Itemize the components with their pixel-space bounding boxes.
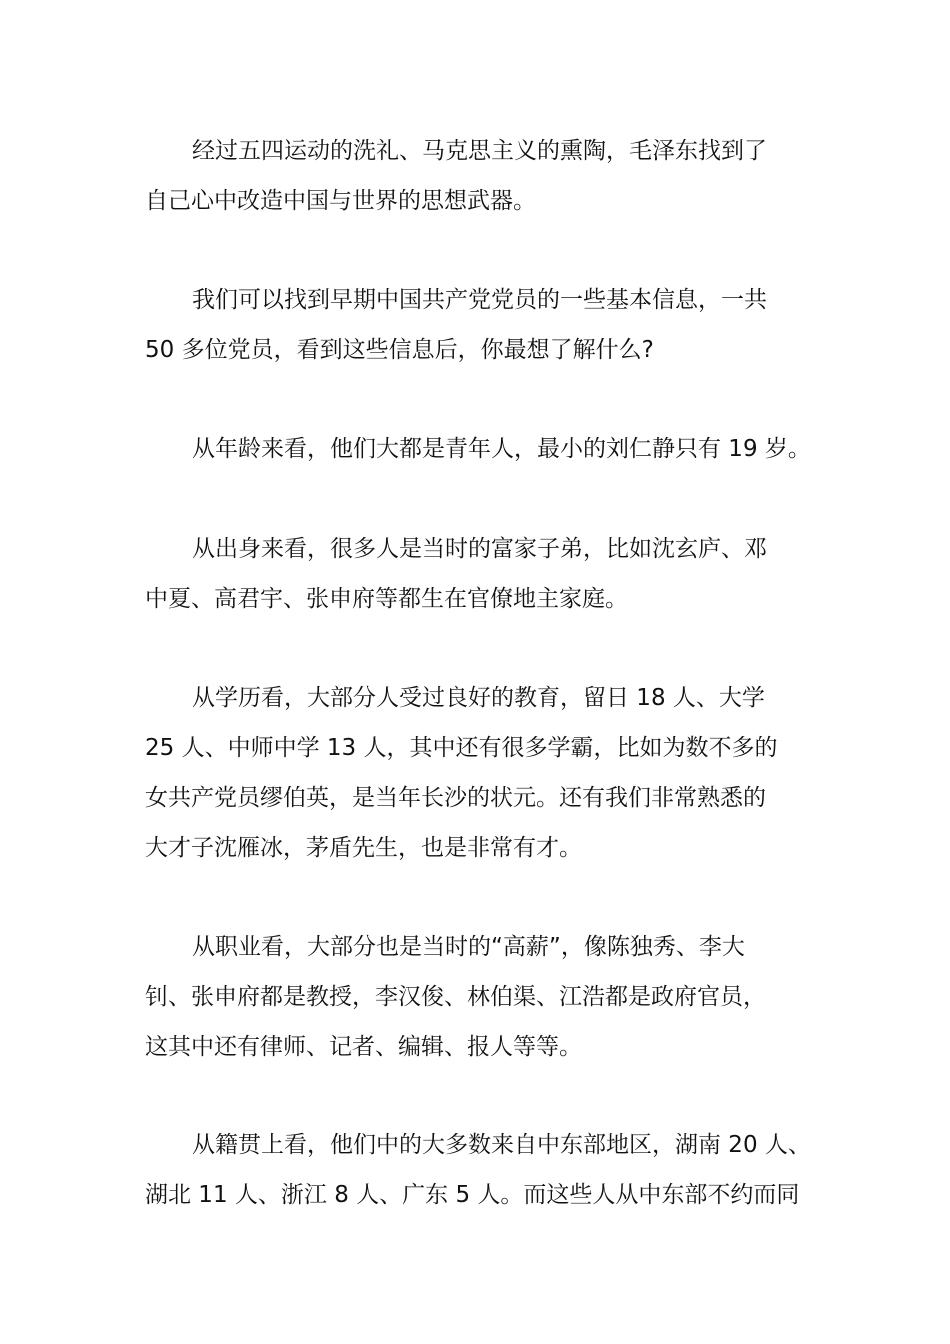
paragraph-line: 从职业看，大部分也是当时的“高薪”，像陈独秀、李大: [192, 934, 745, 960]
paragraph-4: [145, 524, 810, 624]
paragraph-line: 从籍贯上看，他们中的大多数来自中东部地区，湖南 20 人、: [192, 1132, 811, 1158]
paragraph-line: 从年龄来看，他们大都是青年人，最小的刘仁静只有 19 岁。: [192, 436, 811, 462]
paragraph-6: [145, 922, 810, 1072]
paragraph-line: 25 人、中师中学 13 人，其中还有很多学霸，比如为数不多的: [145, 735, 778, 761]
paragraph-2: [145, 275, 810, 375]
paragraph-line: 大才子沈雁冰，茅盾先生，也是非常有才。: [145, 835, 582, 861]
paragraph-line: 湖北 11 人、浙江 8 人、广东 5 人。而这些人从中东部不约而同: [145, 1182, 800, 1208]
paragraph-line: 我们可以找到早期中国共产党党员的一些基本信息，一共: [192, 287, 767, 313]
paragraph-line: 经过五四运动的洗礼、马克思主义的熏陶，毛泽东找到了: [192, 138, 767, 164]
paragraph-line: 女共产党员缪伯英，是当年长沙的状元。还有我们非常熟悉的: [145, 785, 766, 811]
paragraph-line: 钊、张申府都是教授，李汉俊、林伯渠、江浩都是政府官员，: [145, 984, 766, 1010]
paragraph-line: 从学历看，大部分人受过良好的教育，留日 18 人、大学: [192, 685, 765, 711]
paragraph-7: [145, 1120, 810, 1220]
paragraph-3: [145, 424, 810, 474]
paragraph-line: 自己心中改造中国与世界的思想武器。: [145, 188, 536, 214]
paragraph-5: [145, 673, 810, 873]
paragraph-1: [145, 126, 810, 226]
paragraph-line: 50 多位党员，看到这些信息后，你最想了解什么?: [145, 337, 654, 363]
paragraph-line: 中夏、高君宇、张申府等都生在官僚地主家庭。: [145, 586, 628, 612]
paragraph-line: 这其中还有律师、记者、编辑、报人等等。: [145, 1034, 582, 1060]
paragraph-line: 从出身来看，很多人是当时的富家子弟，比如沈玄庐、邓: [192, 536, 767, 562]
